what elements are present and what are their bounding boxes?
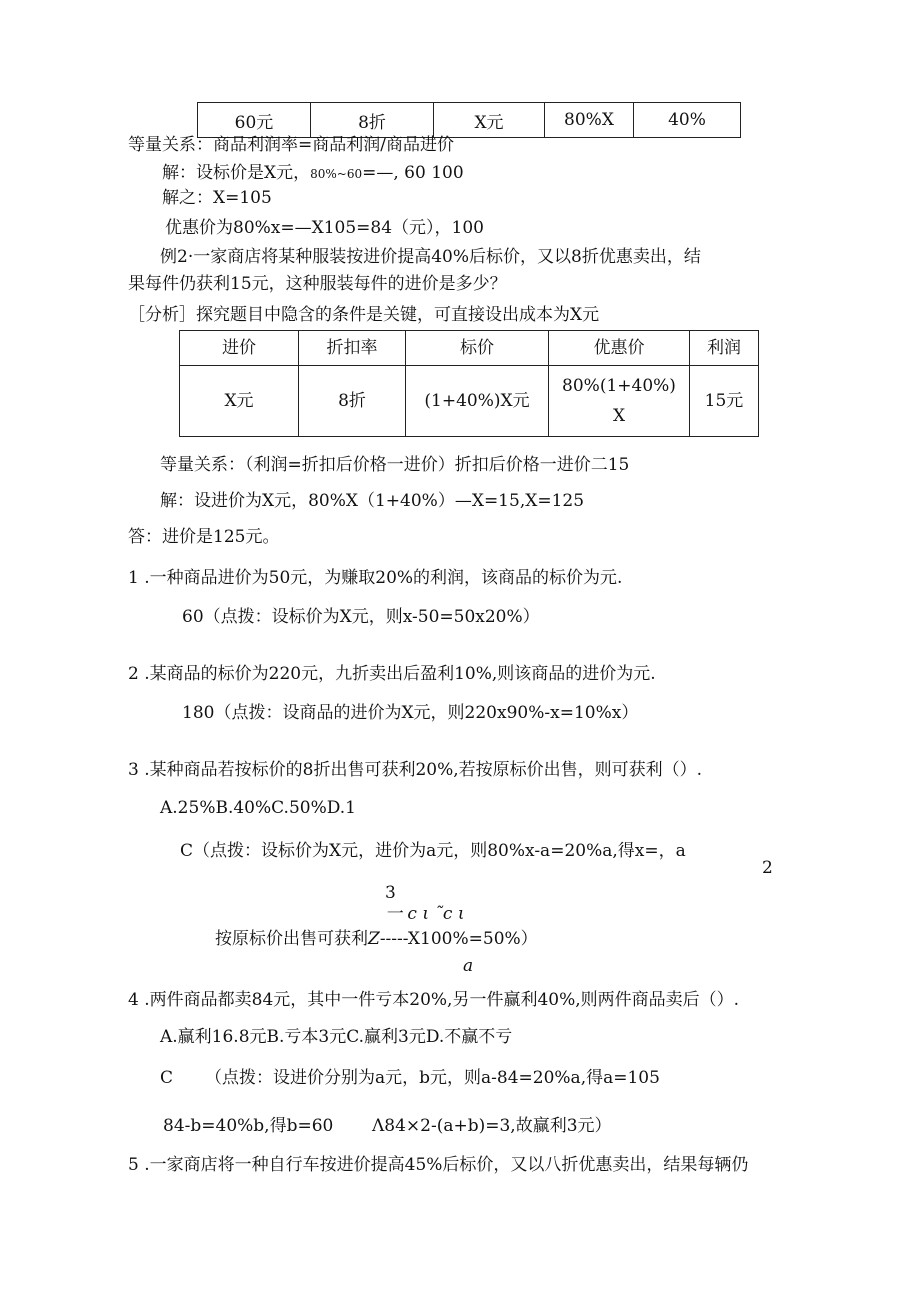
table-cell: 8折 (299, 366, 406, 437)
text-line (162, 162, 464, 185)
pricing-table-2 (179, 330, 759, 437)
text-span: =—, 60 100 (362, 163, 464, 183)
table-cell: X元 (434, 103, 545, 138)
text-line: C（点拨：设标价为X元，进价为a元，则80%x-a=20%a,得x=，a (180, 841, 686, 861)
table-header: 利润 (690, 331, 759, 366)
text-line: 果每件仍获利15元，这种服装每件的进价是多少？ (128, 274, 507, 294)
pricing-table-1 (197, 102, 741, 138)
text-line: ［分析］探究题目中隐含的条件是关键，可直接设出成本为X元 (128, 305, 600, 325)
text-span: 按原标价出售可获利 (215, 929, 368, 949)
table-row (198, 103, 741, 138)
text-line: 60（点拨：设标价为X元，则x-50=50x20%） (182, 607, 540, 627)
text-line: 2 (762, 858, 773, 878)
text-line: 3 .某种商品若按标价的8折出售可获利20%,若按原标价出售，则可获利（）. (128, 760, 703, 780)
table-header: 标价 (406, 331, 549, 366)
text-line: Λ84×2-(a+b)=3,故赢利3元） (372, 1116, 612, 1136)
text-line: C (160, 1068, 174, 1088)
table-header: 优惠价 (549, 331, 690, 366)
text-line: （点拨：设进价分别为a元，b元，则a-84=20%a,得a=105 (205, 1068, 660, 1088)
table-cell: 8折 (311, 103, 434, 138)
cell-line: X (612, 406, 626, 426)
text-line: 180（点拨：设商品的进价为X元，则220x90%-x=10%x） (182, 703, 639, 723)
text-line: 3 (385, 883, 396, 903)
text-line: 1 .一种商品进价为50元，为赚取20%的利润，该商品的标价为元. (128, 568, 623, 588)
text-span: 解：设标价是X元， (162, 163, 311, 183)
text-line: 解：设进价为X元，80%X（1+40%）—X=15,X=125 (160, 491, 585, 511)
text-line: 一 c ι ˜c ι (385, 904, 465, 924)
text-line: 等量关系：商品利润率=商品利润/商品进价 (128, 135, 454, 155)
text-line: 优惠价为80%x=—X105=84（元），100 (165, 218, 484, 238)
text-line: 2 .某商品的标价为220元，九折卖出后盈利10%,则该商品的进价为元. (128, 664, 656, 684)
text-line: 解之：X=105 (162, 188, 272, 208)
text-span: 80%~60 (310, 167, 363, 181)
text-line: A.25%B.40%C.50%D.1 (160, 798, 356, 818)
text-line: 答：进价是125元。 (128, 527, 280, 547)
text-span: Z (368, 929, 380, 949)
text-line: 4 .两件商品都卖84元，其中一件亏本20%,另一件赢利40%,则两件商品卖后（）. (128, 990, 740, 1010)
text-line: 等量关系：（利润=折扣后价格一进价）折扣后价格一进价二15 (160, 455, 630, 475)
table-cell: (1+40%)X元 (406, 366, 549, 437)
table-row (180, 366, 759, 437)
table-cell (549, 366, 690, 437)
cell-line: 80%(1+40%) (562, 376, 676, 396)
text-line: a (463, 956, 474, 976)
table-header-row (180, 331, 759, 366)
table-cell: 80%X (545, 103, 634, 138)
text-span: -----X100%=50%） (379, 929, 538, 949)
table-header: 折扣率 (299, 331, 406, 366)
text-line: A.赢利16.8元B.亏本3元C.赢利3元D.不赢不亏 (160, 1027, 513, 1047)
text-line: 84-b=40%b,得b=60 (163, 1116, 334, 1136)
text-line: 例2·一家商店将某种服装按进价提高40%后标价，又以8折优惠卖出，结 (160, 247, 701, 267)
text-line (215, 928, 538, 950)
table-cell: X元 (180, 366, 299, 437)
text-line: 5 .一家商店将一种自行车按进价提高45%后标价，又以八折优惠卖出，结果每辆仍 (128, 1155, 749, 1175)
table-cell: 60元 (198, 103, 311, 138)
table-header: 进价 (180, 331, 299, 366)
table-cell: 40% (634, 103, 741, 138)
table-cell: 15元 (690, 366, 759, 437)
